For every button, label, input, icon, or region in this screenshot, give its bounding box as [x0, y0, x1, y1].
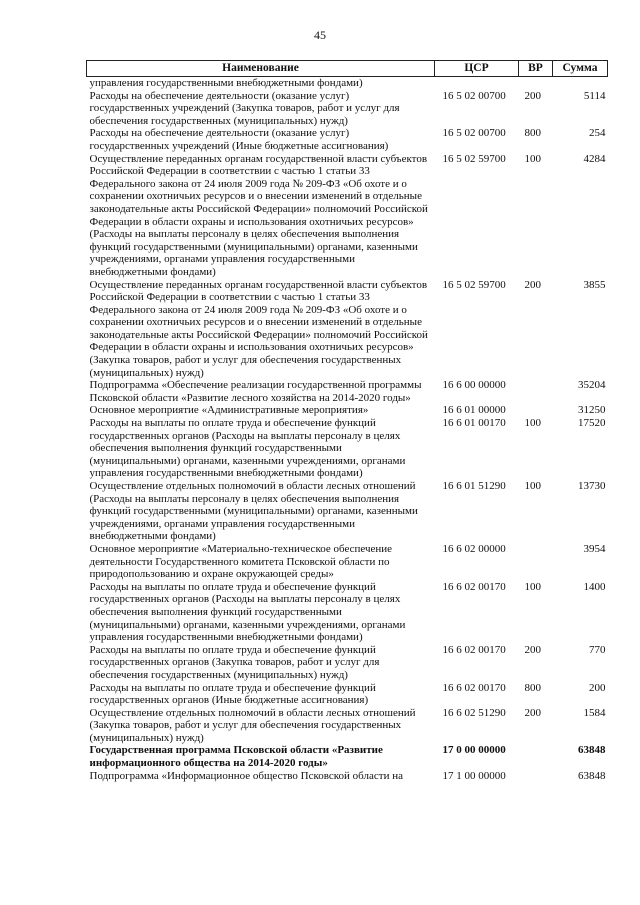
table-row — [87, 644, 608, 682]
table-row — [87, 581, 608, 644]
row-sum-cell: 254 — [589, 127, 606, 140]
row-sum-cell: 17520 — [578, 417, 606, 430]
row-csr-cell: 16 6 00 00000 — [442, 379, 506, 392]
row-vr-cell — [519, 744, 553, 769]
row-vr-cell — [519, 404, 553, 417]
header-vr: ВР — [519, 61, 553, 77]
row-csr-cell: 17 1 00 00000 — [442, 769, 506, 782]
row-sum-cell: 31250 — [578, 404, 606, 417]
row-name-cell: Основное мероприятие «Материально-техническое обеспечение деятельности Государственного комитета Псковской области по природопользованию и охране окружающей среды» — [89, 542, 393, 581]
table-row — [87, 417, 608, 480]
row-name-cell: Осуществление отдельных полномочий в области лесных отношений (Закупка товаров, работ и услуг для обеспечения государственных (муниципальных) нужд) — [89, 706, 416, 744]
row-name-cell: Государственная программа Псковской области «Развитие информационного общества на 2014-2020 годы» — [89, 744, 383, 770]
row-vr-cell: 100 — [524, 480, 541, 492]
table-row — [87, 744, 608, 769]
row-name-cell: Подпрограмма «Информационное общество Псковской области на — [89, 769, 403, 782]
row-name-cell: Расходы на обеспечение деятельности (оказание услуг) государственных учреждений (Иные бюджетные ассигнования) — [89, 127, 389, 152]
table-header-row — [87, 61, 608, 77]
budget-table-container — [86, 60, 607, 782]
row-csr-cell: 16 6 02 51290 — [442, 706, 506, 719]
row-sum-cell: 1400 — [583, 580, 606, 593]
table-row — [87, 543, 608, 581]
row-name-cell: Осуществление переданных органам государственной власти субъектов Российской Федерации в соответствии с частью 1 статьи 33 Федерального закона от 24 июля 2009 года № 209-ФЗ «Об охоте и о сохранении охотничьих ресурсов и о внесении изменений в отдельные законодательные акты Российской Федерации» полномочий Российской Федерации в области охраны и использования охотничьих ресурсов» (Закупка товаров, работ и услуг для обеспечения государственных (муниципальных) нужд) — [89, 278, 428, 379]
row-sum-cell: 63848 — [578, 744, 606, 757]
table-row — [87, 77, 608, 90]
row-name-cell: Расходы на выплаты по оплате труда и обеспечение функций государственных органов (Иные бюджетные ассигнования) — [89, 681, 376, 707]
header-csr: ЦСР — [435, 61, 519, 77]
row-csr-cell: 16 6 01 00000 — [442, 404, 506, 417]
table-body — [87, 77, 608, 783]
row-name-cell: Осуществление отдельных полномочий в области лесных отношений (Расходы на выплаты персоналу в целях обеспечения выполнения функций государственными (муниципальными) органами, казенными учреждениями, органами управления государственными внебюджетными фондами) — [89, 480, 418, 543]
row-csr-cell: 16 6 02 00000 — [442, 542, 506, 555]
table-row — [87, 770, 608, 783]
budget-table — [86, 60, 608, 782]
row-vr-cell: 100 — [524, 417, 541, 430]
row-vr-cell — [519, 77, 553, 90]
row-vr-cell: 200 — [524, 706, 541, 719]
row-csr-cell: 16 6 02 00170 — [442, 580, 506, 593]
row-vr-cell: 100 — [524, 152, 541, 165]
page-number: 45 — [314, 28, 326, 42]
table-row — [87, 682, 608, 707]
row-csr-cell: 16 5 02 00700 — [442, 127, 506, 140]
table-row — [87, 404, 608, 417]
table-row — [87, 279, 608, 380]
row-sum-cell: 3954 — [583, 542, 606, 555]
row-csr-cell: 16 5 02 59700 — [442, 152, 506, 165]
row-name-cell: Расходы на выплаты по оплате труда и обеспечение функций государственных органов (Закупка товаров, работ и услуг для обеспечения государственных (муниципальных) нужд) — [89, 643, 380, 681]
row-vr-cell — [519, 770, 553, 783]
row-vr-cell — [519, 543, 553, 581]
row-sum-cell: 35204 — [578, 379, 606, 392]
header-sum: Сумма — [553, 61, 608, 77]
row-vr-cell: 200 — [524, 643, 541, 656]
table-row — [87, 153, 608, 279]
row-sum-cell: 1584 — [583, 706, 606, 719]
row-csr-cell — [435, 77, 519, 90]
row-name-cell: Расходы на выплаты по оплате труда и обеспечение функций государственных органов (Расходы на выплаты персоналу в целях обеспечения выполнения функций государственными (муниципальными) органами, казенными учреждениями, органами управления государственными внебюджетными фондами) — [89, 417, 406, 480]
row-sum-cell: 770 — [589, 643, 606, 656]
row-sum-cell: 5114 — [583, 89, 606, 102]
table-row — [87, 707, 608, 745]
row-name-cell: управления государственными внебюджетными фондами) — [89, 77, 363, 89]
table-row — [87, 127, 608, 152]
row-name-cell: Расходы на выплаты по оплате труда и обеспечение функций государственных органов (Расходы на выплаты персоналу в целях обеспечения выполнения функций государственными (муниципальными) органами, казенными учреждениями, органами управления государственными внебюджетными фондами) — [89, 580, 406, 644]
row-csr-cell: 17 0 00 00000 — [442, 744, 506, 757]
row-vr-cell: 200 — [524, 89, 541, 102]
row-csr-cell: 16 5 02 59700 — [442, 278, 506, 291]
row-vr-cell — [519, 379, 553, 404]
table-row — [87, 90, 608, 128]
row-sum-cell: 200 — [589, 681, 606, 694]
row-name-cell: Подпрограмма «Обеспечение реализации государственной программы Псковской области «Развитие лесного хозяйства на 2014-2020 годы» — [89, 379, 422, 404]
row-name-cell: Осуществление переданных органам государственной власти субъектов Российской Федерации в соответствии с частью 1 статьи 33 Федерального закона от 24 июля 2009 года № 209-ФЗ «Об охоте и о сохранении охотничьих ресурсов и о внесении изменений в отдельные законодательные акты Российской Федерации» полномочий Российской Федерации в области охраны и использования охотничьих ресурсов» (Расходы на выплаты персоналу в целях обеспечения выполнения функций государственными (муниципальными) органами, казенными учреждениями, органами управления государственными внебюджетными фондами) — [89, 152, 428, 278]
row-sum-cell — [553, 77, 608, 90]
row-csr-cell: 16 6 01 00170 — [442, 417, 506, 430]
row-name-cell: Основное мероприятие «Административные мероприятия» — [89, 404, 369, 417]
row-vr-cell: 800 — [524, 681, 541, 694]
table-row — [87, 379, 608, 404]
row-sum-cell: 63848 — [578, 769, 606, 782]
table-row — [87, 480, 608, 543]
row-sum-cell: 4284 — [583, 152, 606, 165]
row-vr-cell: 200 — [524, 278, 541, 291]
row-csr-cell: 16 6 01 51290 — [442, 480, 506, 492]
row-csr-cell: 16 6 02 00170 — [442, 681, 506, 694]
row-sum-cell: 13730 — [578, 480, 606, 492]
row-vr-cell: 100 — [524, 580, 541, 593]
row-vr-cell: 800 — [524, 127, 541, 140]
row-sum-cell: 3855 — [583, 278, 606, 291]
row-csr-cell: 16 6 02 00170 — [442, 643, 506, 656]
row-name-cell: Расходы на обеспечение деятельности (оказание услуг) государственных учреждений (Закупка товаров, работ и услуг для обеспечения государственных (муниципальных) нужд) — [89, 89, 400, 127]
header-name: Наименование — [87, 61, 435, 77]
row-csr-cell: 16 5 02 00700 — [442, 89, 506, 102]
